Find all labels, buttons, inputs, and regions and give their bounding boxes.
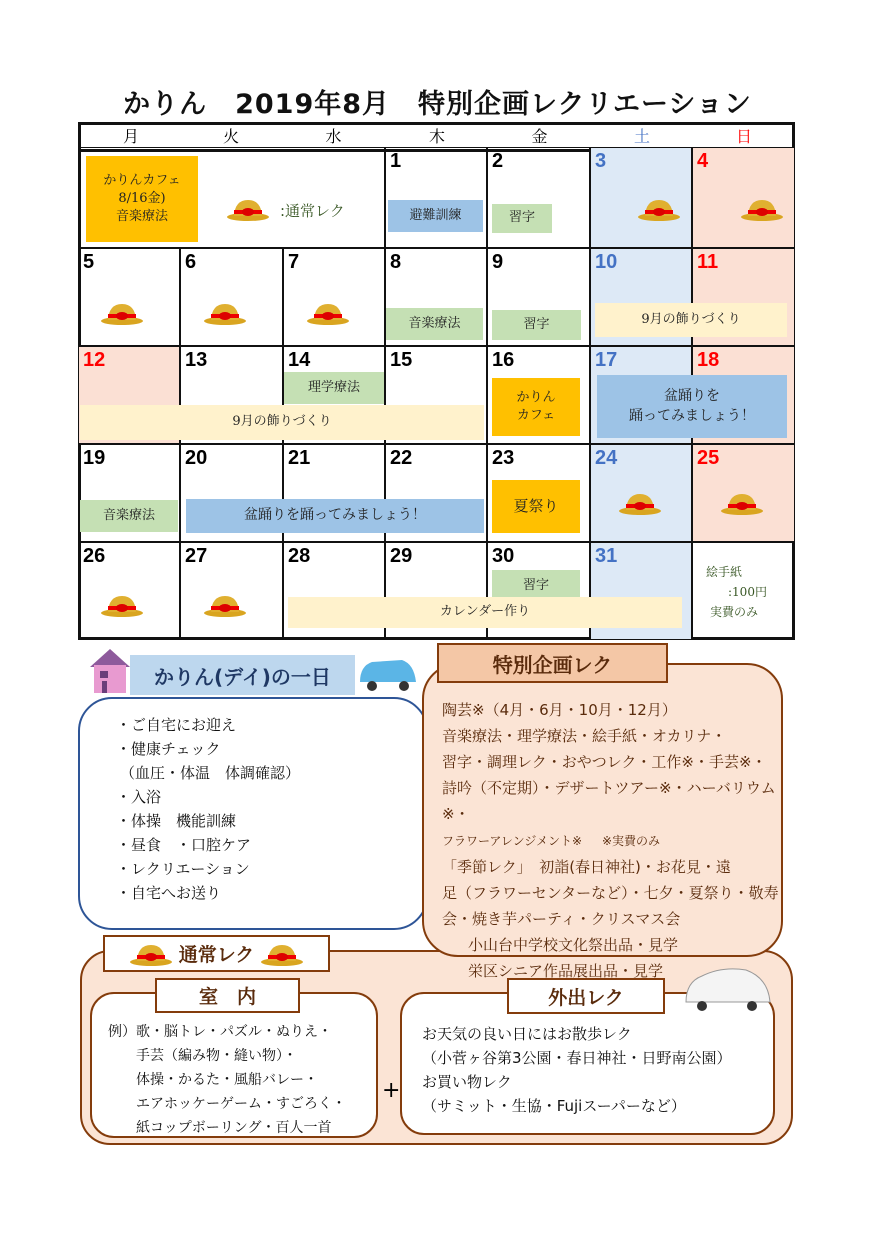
list-item: お天気の良い日にはお散歩レク [422, 1025, 632, 1043]
day-cell-1[interactable] [385, 147, 487, 248]
day-number: 4 [697, 150, 709, 172]
weekday-thu: 木 [428, 127, 445, 146]
straw-hat-icon [203, 300, 247, 326]
event-text: カフェ [516, 408, 556, 423]
day-cell-7[interactable] [283, 248, 385, 346]
straw-hat-icon [260, 941, 304, 967]
indoor-box [90, 992, 378, 1138]
day-number: 19 [83, 447, 106, 469]
day-number: 21 [288, 447, 311, 469]
house-icon [88, 645, 130, 695]
list-item: ※実費のみ [602, 834, 661, 848]
special-box [422, 663, 783, 980]
list-item: （サミット・生協・Fujiスーパーなど） [422, 1097, 686, 1115]
event-cafe[interactable] [492, 378, 580, 436]
event-decor[interactable]: 9月の飾りづくり [80, 405, 484, 440]
event-calendar-making[interactable]: カレンダー作り [288, 597, 682, 628]
straw-hat-icon [129, 941, 173, 967]
day-number: 17 [595, 349, 618, 371]
normal-title [103, 935, 330, 972]
page-title: かりん 2019年8月 特別企画レクリエーション [123, 89, 752, 120]
day-number: 23 [492, 447, 515, 469]
day-number: 8 [390, 251, 402, 273]
day-number: 18 [697, 349, 720, 371]
list-item: ・レクリエーション [116, 860, 250, 878]
car-icon [356, 652, 418, 694]
day-number: 3 [595, 150, 607, 172]
event-text: かりん [516, 389, 556, 405]
straw-hat-icon [100, 300, 144, 326]
list-item: 紙コップボーリング・百人一首 [136, 1120, 332, 1136]
normal-title-text: 通常レク [178, 944, 255, 966]
legend-text: 音楽療法 [115, 209, 168, 225]
day-number: 7 [288, 251, 300, 273]
day-number: 22 [390, 447, 413, 469]
event-decor[interactable]: 9月の飾りづくり [595, 303, 787, 337]
day-cell-5[interactable] [78, 248, 180, 346]
list-item: ・健康チェック [116, 740, 221, 758]
day-number: 27 [185, 545, 208, 567]
day-cell-27[interactable] [180, 542, 283, 640]
day-number: 14 [288, 349, 311, 371]
day-number: 26 [83, 545, 106, 567]
event-text: 踊ってみましょう！ [629, 407, 755, 424]
day-number: 9 [492, 251, 504, 273]
day-schedule-box [78, 697, 428, 930]
event-evacuation[interactable]: 避難訓練 [388, 200, 483, 232]
list-item: ・自宅へお送り [116, 884, 222, 902]
list-item: ・体操 機能訓練 [116, 812, 237, 830]
straw-hat-icon [720, 490, 764, 516]
event-text: 盆踊りを [664, 387, 720, 404]
cost-note-line: 絵手紙 [706, 565, 743, 579]
special-title: 特別企画レク [437, 643, 668, 683]
straw-hat-icon [226, 196, 270, 222]
list-item: 詩吟（不定期）・デザートツアー※・ハーバリウム※・ [442, 779, 776, 823]
list-item: 足（フラワーセンターなど）・七夕・夏祭り・敬寿 [442, 884, 779, 902]
event-music[interactable]: 音楽療法 [80, 500, 178, 532]
weekday-sun: 日 [735, 127, 752, 146]
event-calligraphy[interactable]: 習字 [492, 570, 580, 602]
straw-hat-icon [618, 490, 662, 516]
day-number: 25 [697, 447, 720, 469]
day-cell-6[interactable] [180, 248, 283, 346]
day-number: 5 [83, 251, 95, 273]
weekday-fri: 金 [531, 127, 548, 146]
weekday-tue: 火 [222, 127, 239, 146]
straw-hat-icon [637, 196, 681, 222]
day-schedule-title: かりん(デイ)の一日 [130, 655, 355, 695]
straw-hat-icon [306, 300, 350, 326]
event-calligraphy[interactable]: 習字 [492, 310, 581, 340]
day-number: 29 [390, 545, 413, 567]
event-bon-dance[interactable] [597, 375, 787, 438]
list-item: （血圧・体温 体調確認） [120, 764, 301, 782]
day-number: 30 [492, 545, 515, 567]
day-number: 15 [390, 349, 413, 371]
day-number: 11 [697, 251, 719, 273]
cost-note-line: 実費のみ [710, 605, 759, 619]
list-item: ・昼食 ・口腔ケア [116, 836, 252, 854]
event-calligraphy[interactable]: 習字 [492, 204, 552, 233]
list-item: 例）歌・脳トレ・パズル・ぬりえ・ [108, 1024, 332, 1040]
weekday-wed: 水 [325, 127, 342, 146]
list-item: ・ご自宅にお迎え [116, 716, 237, 734]
outdoor-title: 外出レク [507, 978, 665, 1014]
legend-text: 8/16金) [118, 190, 166, 206]
event-summer-festival[interactable]: 夏祭り [492, 480, 580, 533]
list-item: ・入浴 [116, 788, 162, 806]
straw-hat-icon [100, 592, 144, 618]
day-number: 12 [83, 349, 106, 371]
day-cell-26[interactable] [78, 542, 180, 640]
list-item: 小山台中学校文化祭出品・見学 [468, 936, 679, 954]
list-item: 手芸（編み物・縫い物）・ [136, 1048, 297, 1064]
day-number: 28 [288, 545, 311, 567]
legend-hat-label: :通常レク [280, 202, 345, 220]
day-number: 31 [595, 545, 618, 567]
day-number: 16 [492, 349, 515, 371]
day-number: 13 [185, 349, 208, 371]
straw-hat-icon [740, 196, 784, 222]
cost-note [706, 562, 767, 622]
weekday-sat: 土 [633, 127, 650, 146]
day-number: 20 [185, 447, 208, 469]
event-physio[interactable]: 理学療法 [284, 372, 384, 404]
list-item: 習字・調理レク・おやつレク・工作※・手芸※・ [442, 753, 767, 771]
legend-text: かりんカフェ [103, 172, 181, 188]
event-music[interactable]: 音楽療法 [386, 308, 483, 340]
legend-cafe-note [86, 156, 198, 242]
plus-sign: + [382, 1078, 401, 1103]
event-bon-dance[interactable]: 盆踊りを踊ってみましょう！ [186, 499, 484, 533]
straw-hat-icon [203, 592, 247, 618]
list-item: フラワーアレンジメント※ [442, 834, 583, 848]
list-item: 音楽療法・理学療法・絵手紙・オカリナ・ [442, 727, 727, 745]
indoor-title: 室 内 [155, 978, 300, 1013]
day-number: 6 [185, 251, 197, 273]
day-number: 24 [595, 447, 618, 469]
weekday-mon: 月 [122, 127, 139, 146]
list-item: 栄区シニア作品展出品・見学 [468, 962, 664, 980]
day-number: 2 [492, 150, 504, 172]
list-item: 「季節レク」 初詣(春日神社)・お花見・遠 [442, 858, 731, 876]
list-item: エアホッケーゲーム・すごろく・ [136, 1096, 346, 1112]
list-item: 体操・かるた・風船バレー・ [136, 1072, 318, 1088]
cost-note-line: :100円 [728, 585, 767, 599]
list-item: お買い物レク [422, 1073, 512, 1091]
day-number: 10 [595, 251, 618, 273]
day-number: 1 [390, 150, 402, 172]
list-item: （小菅ヶ谷第3公園・春日神社・日野南公園） [422, 1049, 732, 1067]
list-item: 会・焼き芋パーティ・クリスマス会 [442, 910, 681, 928]
list-item: 陶芸※（4月・6月・10月・12月） [442, 701, 677, 719]
